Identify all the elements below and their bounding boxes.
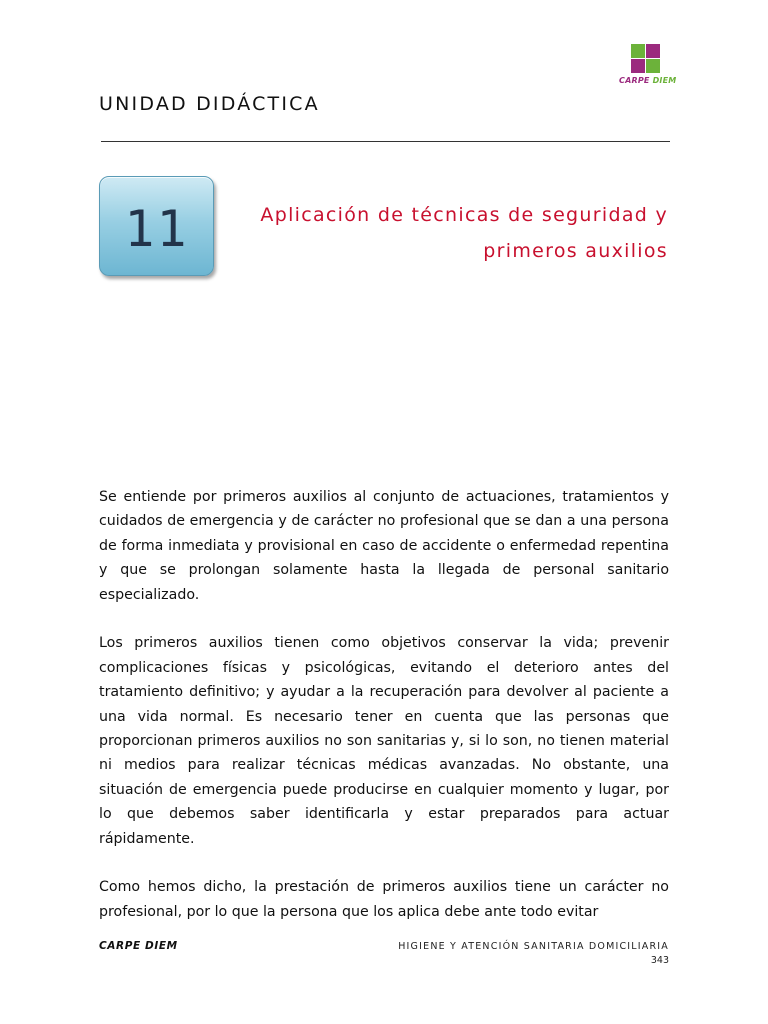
- logo-text-carpe: CARPE: [619, 76, 650, 85]
- logo-square: [631, 44, 645, 58]
- logo-square: [646, 44, 660, 58]
- logo-text: [619, 76, 675, 85]
- footer-course-title: HIGIENE Y ATENCIÓN SANITARIA DOMICILIARIA: [398, 941, 669, 952]
- paragraph: Se entiende por primeros auxilios al conjunto de actuaciones, tratamientos y cuidados de emergencia y de carácter no profesional que se dan a una persona de forma inmediata y provisional en caso de accidente o enfermedad repentina y que se prolongan solamente hasta la llegada de personal sanitario especializado.: [99, 489, 669, 603]
- page-number: 343: [650, 955, 669, 966]
- chapter-title: [230, 197, 668, 269]
- header-divider: [101, 141, 670, 142]
- unit-number-badge: [99, 176, 214, 276]
- logo-text-diem: DIEM: [652, 76, 677, 85]
- unit-number: 11: [124, 200, 189, 258]
- logo-square: [631, 59, 645, 73]
- logo-square: [646, 59, 660, 73]
- carpe-diem-logo: [619, 44, 675, 90]
- chapter-title-line-2: primeros auxilios: [483, 240, 668, 262]
- logo-squares-icon: [631, 44, 661, 74]
- paragraph: Como hemos dicho, la prestación de primeros auxilios tiene un carácter no profesional, por lo que la persona que los aplica debe ante todo evitar: [99, 879, 669, 920]
- chapter-title-line-1: Aplicación de técnicas de seguridad y: [260, 204, 668, 226]
- footer-brand: CARPE DIEM: [99, 940, 178, 952]
- paragraph: Los primeros auxilios tienen como objetivos conservar la vida; prevenir complicaciones físicas y psicológicas, evitando el deterioro antes del tratamiento definitivo; y ayudar a la recuperación para devolver al paciente a una vida normal. Es necesario tener en cuenta que las personas que proporcionan primeros auxilios no son sanitarias y, si lo son, no tienen material ni medios para realizar técnicas médicas avanzadas. No obstante, una situación de emergencia puede producirse en cualquier momento y lugar, por lo que debemos saber identificarla y estar preparados para actuar rápidamente.: [99, 635, 669, 847]
- unit-label: UNIDAD DIDÁCTICA: [99, 93, 320, 115]
- body-text: [99, 485, 669, 949]
